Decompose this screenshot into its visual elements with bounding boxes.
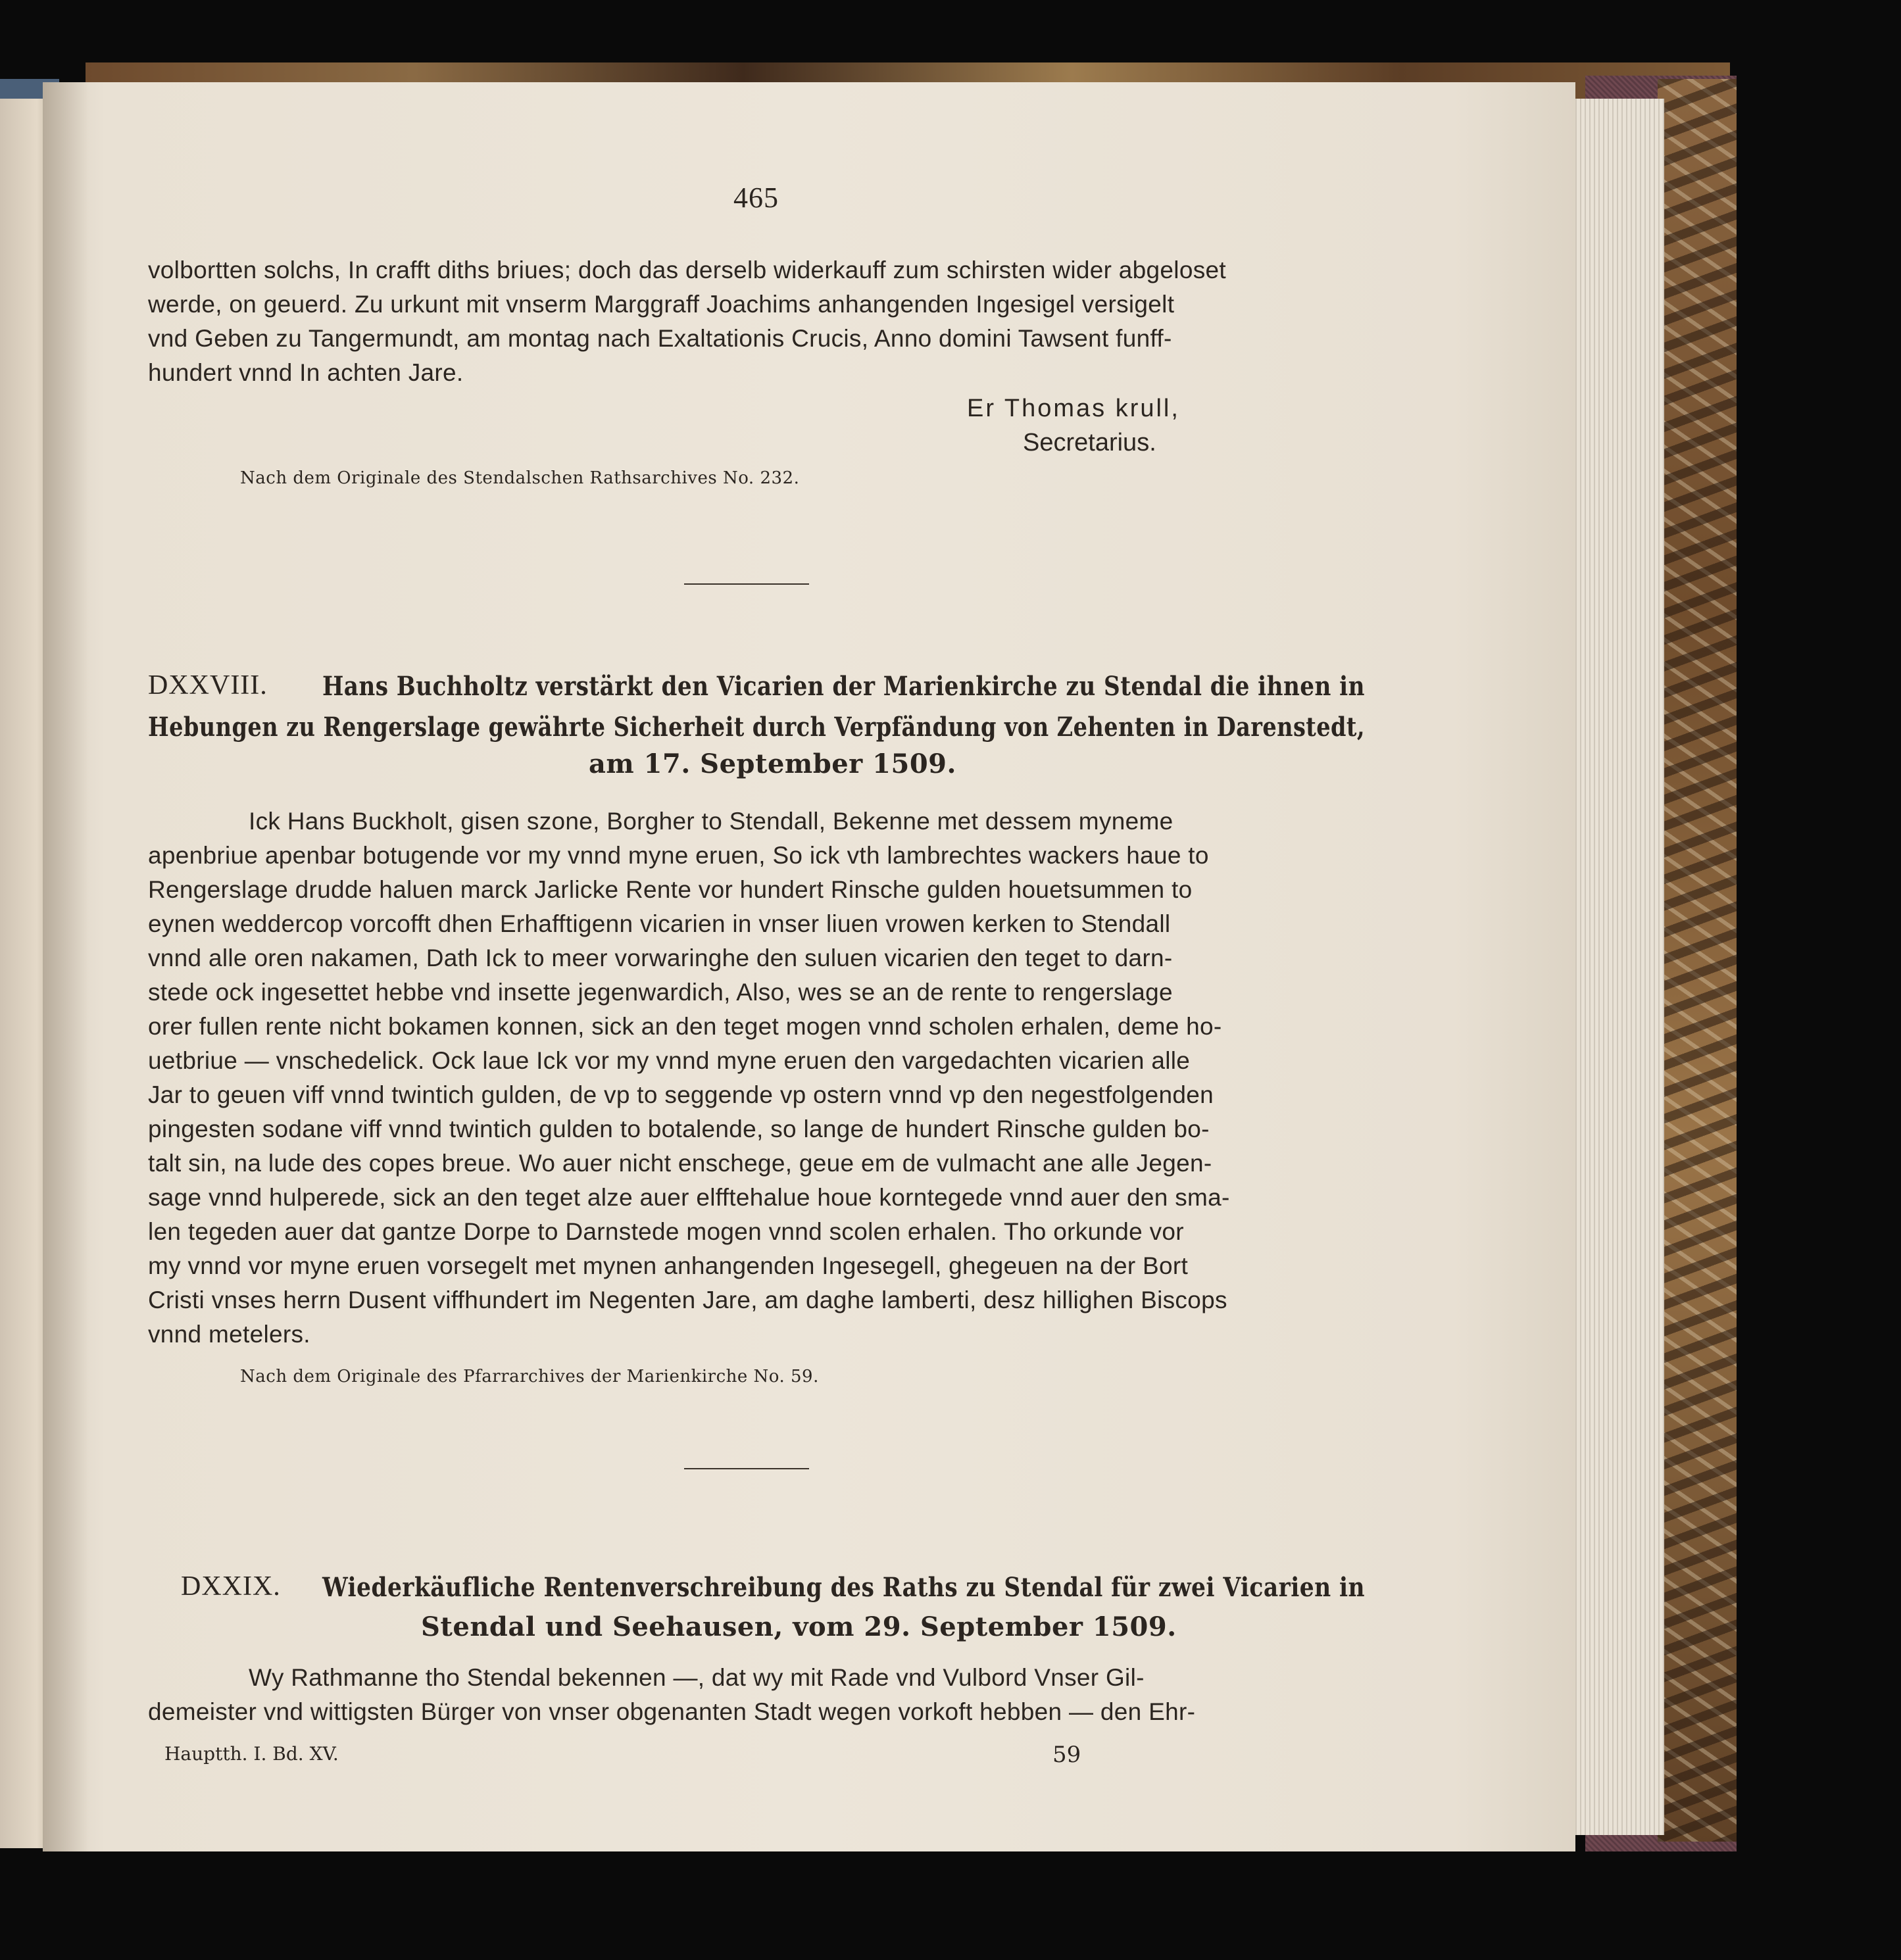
body-528-line-8: uetbriue — vnschedelick. Ock laue Ick vor my vnnd myne eruen den vargedachten vicarien alle — [148, 1047, 1191, 1074]
continuation-line-2: werde, on geuerd. Zu urkunt mit vnserm Marggraff Joachims anhangenden Ingesigel versigelt — [148, 291, 1175, 318]
page-number: 465 — [733, 182, 779, 214]
signature-title: Secretarius. — [1023, 429, 1156, 456]
signature-name: Er Thomas krull, — [967, 395, 1180, 422]
body-528-line-1: Ick Hans Buckholt, gisen szone, Borgher to Stendall, Bekenne met dessem myneme — [249, 808, 1173, 835]
section-divider-2 — [684, 1468, 809, 1469]
heading-529-line-1: Wiederkäufliche Rentenverschreibung des Raths zu Stendal für zwei Vicarien in — [322, 1572, 1366, 1603]
heading-529-line-2: Stendal und Seehausen, vom 29. September 1509. — [421, 1611, 1177, 1642]
source-note-528: Nach dem Originale des Pfarrarchives der Marienkirche No. 59. — [240, 1367, 819, 1386]
document-number-528: DXXVIII. — [148, 670, 268, 700]
body-528-line-6: stede ock ingesettet hebbe vnd insette jegenwardich, Also, wes se an de rente to rengerslage — [148, 979, 1173, 1006]
body-528-line-10: pingesten sodane viff vnnd twintich gulden to botalende, so lange de hundert Rinsche gulden bo- — [148, 1115, 1210, 1142]
body-528-line-9: Jar to geuen viff vnnd twintich gulden, de vp to seggende vp ostern vnnd vp den negestfolgenden — [148, 1081, 1214, 1108]
page-gutter-shadow — [43, 82, 89, 1851]
body-528-line-15: Cristi vnses herrn Dusent viffhundert im Negenten Jare, am daghe lamberti, desz hillighen Biscops — [148, 1286, 1227, 1313]
body-529-line-2: demeister vnd wittigsten Bürger von vnser obgenanten Stadt wegen vorkoft hebben — den Ehr- — [148, 1698, 1196, 1725]
body-528-line-14: my vnnd vor myne eruen vorsegelt met mynen anhangenden Ingesegell, ghegeuen na der Bort — [148, 1252, 1189, 1279]
body-528-line-7: orer fullen rente nicht bokamen konnen, sick an den teget mogen vnnd scholen erhalen, deme ho- — [148, 1013, 1222, 1040]
continuation-line-4: hundert vnnd In achten Jare. — [148, 359, 464, 386]
body-528-line-12: sage vnnd hulperede, sick an den teget alze auer elfftehalue houe korntegede vnnd auer den sma- — [148, 1184, 1230, 1211]
document-number-529: DXXIX. — [181, 1571, 281, 1602]
body-528-line-2: apenbriue apenbar botugende vor my vnnd myne eruen, So ick vth lambrechtes wackers haue to — [148, 842, 1209, 869]
continuation-line-3: vnd Geben zu Tangermundt, am montag nach Exaltationis Crucis, Anno domini Tawsent funff- — [148, 325, 1172, 352]
heading-528-line-3: am 17. September 1509. — [589, 748, 956, 779]
page-edges — [1572, 99, 1664, 1835]
section-divider-1 — [684, 583, 809, 585]
sheet-signature-mark: 59 — [1052, 1742, 1081, 1768]
marbled-cover-right — [1658, 79, 1737, 1842]
heading-528-line-1: Hans Buchholtz verstärkt den Vicarien der Marienkirche zu Stendal die ihnen in — [322, 671, 1365, 702]
body-528-line-16: vnnd metelers. — [148, 1321, 310, 1348]
body-528-line-5: vnnd alle oren nakamen, Dath Ick to meer vorwaringhe den suluen vicarien den teget to darn- — [148, 944, 1173, 971]
source-note-527: Nach dem Originale des Stendalschen Rathsarchives No. 232. — [240, 468, 800, 488]
continuation-line-1: volbortten solchs, In crafft diths briues; doch das derselb widerkauff zum schirsten wider abgeloset — [148, 257, 1226, 283]
volume-signature: Hauptth. I. Bd. XV. — [164, 1743, 339, 1765]
body-528-line-13: len tegeden auer dat gantze Dorpe to Darnstede mogen vnnd scolen erhalen. Tho orkunde vor — [148, 1218, 1184, 1245]
body-528-line-4: eynen weddercop vorcofft dhen Erhafftigenn vicarien in vnser liuen vrowen kerken to Stendall — [148, 910, 1171, 937]
heading-528-line-2: Hebungen zu Rengerslage gewährte Sicherheit durch Verpfändung von Zehenten in Darenstedt, — [148, 712, 1365, 743]
body-529-line-1: Wy Rathmanne tho Stendal bekennen —, dat wy mit Rade vnd Vulbord Vnser Gil- — [249, 1664, 1145, 1691]
body-528-line-3: Rengerslage drudde haluen marck Jarlicke Rente vor hundert Rinsche gulden houetsummen to — [148, 876, 1193, 903]
body-528-line-11: talt sin, na lude des copes breue. Wo auer nicht enschege, geue em de vulmacht ane alle Jegen- — [148, 1150, 1212, 1177]
